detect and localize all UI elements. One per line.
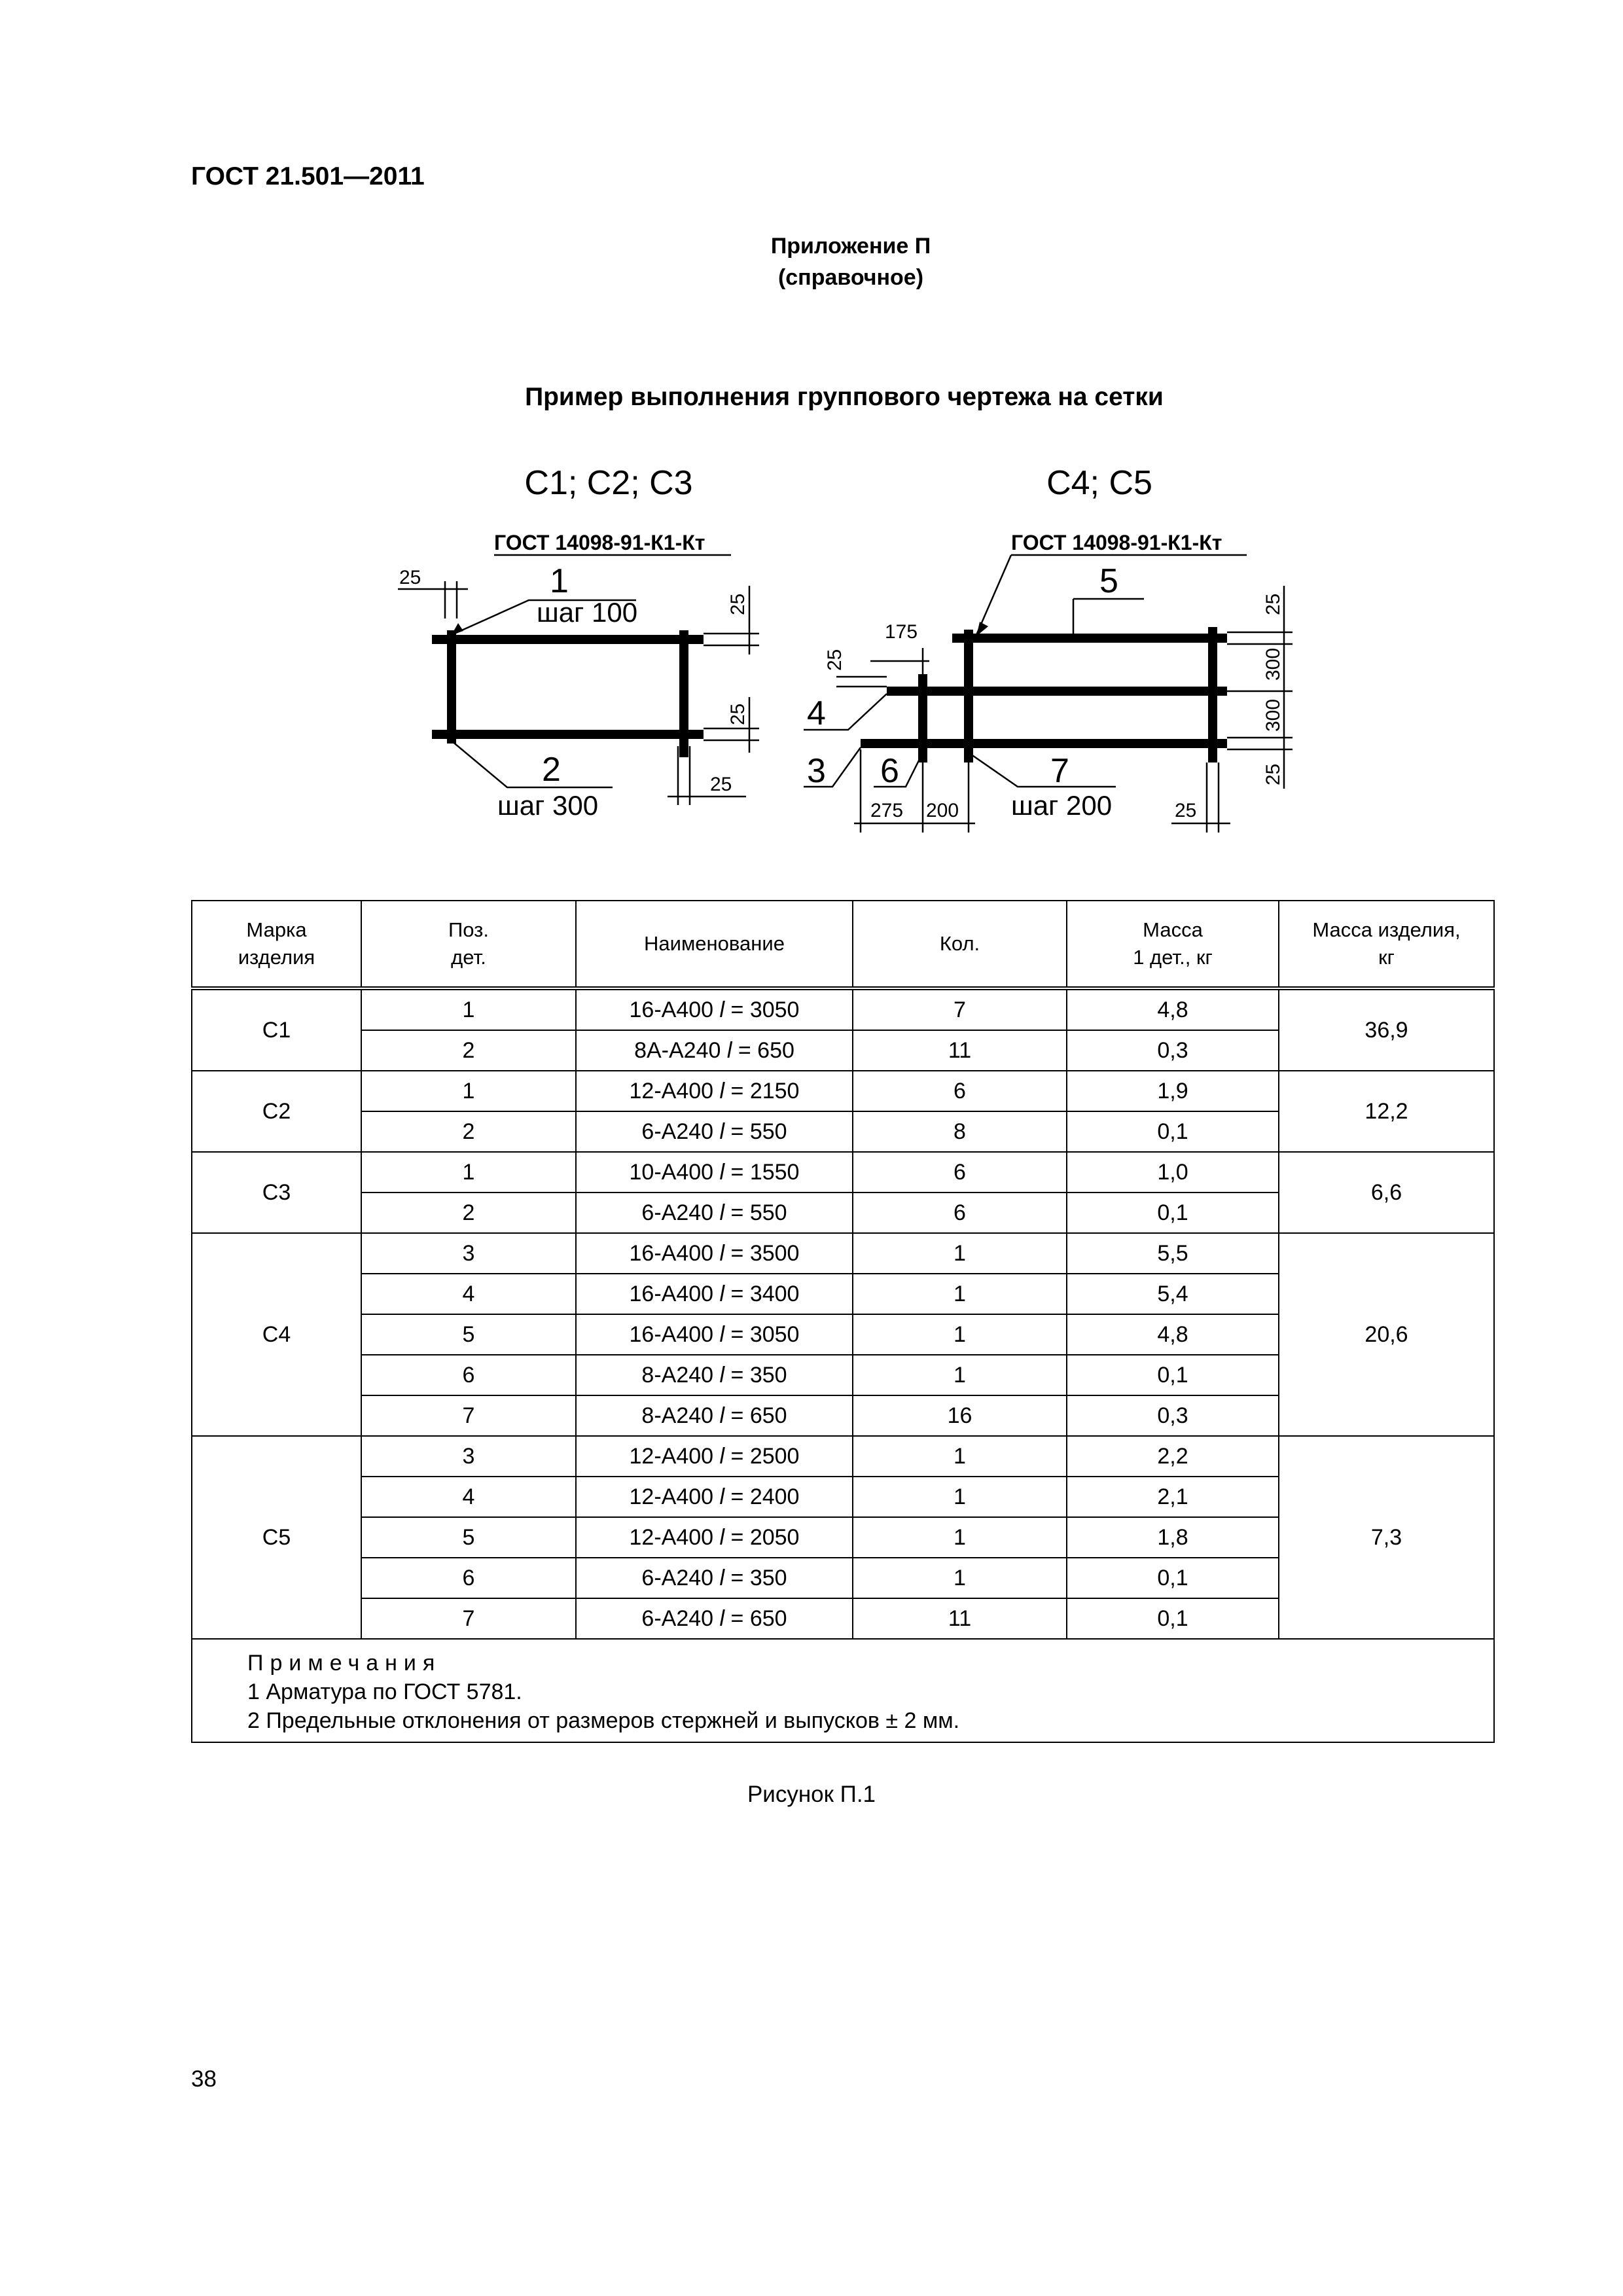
right-pos-6: 6 [880,752,899,790]
cell-name [576,1152,853,1193]
right-dim-25-r2: 25 [1262,763,1284,785]
page-number: 38 [191,2066,217,2092]
cell-name-post: = 3500 [724,1240,800,1266]
length-symbol: l [719,1200,725,1225]
cell-qty: 16 [853,1395,1067,1436]
left-step-2: шаг 300 [497,790,599,821]
cell-name-post: = 2050 [724,1524,800,1550]
cell-mass-one: 0,1 [1067,1558,1279,1598]
left-dim-25-rt: 25 [727,593,749,615]
mesh-drawing [0,0,1623,884]
cell-name-pre: 16-А400 [629,1240,720,1266]
table-row [192,1071,1494,1111]
cell-name-post: = 550 [724,1119,787,1144]
cell-name [576,1436,853,1477]
cell-mass-one: 4,8 [1067,1314,1279,1355]
right-dim-175: 175 [885,621,918,643]
length-symbol: l [719,1240,725,1266]
notes-row [192,1639,1494,1742]
cell-pos: 2 [361,1193,576,1233]
cell-name [576,1395,853,1436]
right-dim-25-r1: 25 [1262,593,1284,615]
appendix-type: (справочное) [777,265,924,290]
right-dim-200: 200 [926,800,959,821]
cell-name-pre: 8А-А240 [634,1037,727,1063]
cell-name-post: = 3400 [724,1281,800,1306]
length-symbol: l [719,1281,725,1306]
length-symbol: l [719,1159,725,1185]
cell-name-post: = 3050 [724,997,800,1022]
cell-name-pre: 6-А240 [641,1200,720,1225]
cell-name-post: = 2400 [724,1484,800,1509]
right-pos-7: 7 [1050,752,1069,790]
cell-name [576,1598,853,1639]
cell-mark: С2 [192,1071,361,1152]
specification-table [191,900,1495,1743]
cell-mass-total: 6,6 [1279,1152,1494,1233]
right-mesh [804,531,1293,833]
cell-qty: 1 [853,1355,1067,1395]
col-header-pos: Поз. дет. [361,901,576,988]
cell-pos: 5 [361,1314,576,1355]
cell-mass-total: 20,6 [1279,1233,1494,1436]
cell-mark: С1 [192,988,361,1071]
figure-title: Пример выполнения группового чертежа на сетки [525,383,1164,411]
cell-qty: 8 [853,1111,1067,1152]
cell-mass-one: 0,1 [1067,1598,1279,1639]
length-symbol: l [719,1362,725,1388]
cell-name [576,1517,853,1558]
right-pos-3: 3 [807,752,826,790]
cell-name [576,1314,853,1355]
right-dim-275: 275 [870,800,904,821]
cell-name-pre: 6-А240 [641,1565,720,1590]
cell-mass-one: 1,9 [1067,1071,1279,1111]
cell-mass-one: 0,3 [1067,1395,1279,1436]
right-dim-25-left: 25 [824,649,846,671]
cell-name-pre: 12-А400 [629,1484,720,1509]
cell-pos: 3 [361,1233,576,1274]
left-step-1: шаг 100 [537,597,638,628]
cell-pos: 6 [361,1355,576,1395]
cell-mass-one: 4,8 [1067,988,1279,1030]
cell-name-post: = 650 [724,1403,787,1428]
cell-qty: 1 [853,1558,1067,1598]
length-symbol: l [719,1119,725,1144]
cell-mass-one: 0,1 [1067,1111,1279,1152]
cell-pos: 7 [361,1598,576,1639]
length-symbol: l [719,1524,725,1550]
cell-pos: 3 [361,1436,576,1477]
cell-mass-one: 0,3 [1067,1030,1279,1071]
cell-name-post: = 550 [724,1200,787,1225]
right-step-7: шаг 200 [1011,790,1113,821]
cell-pos: 1 [361,1071,576,1111]
table-header-row [192,901,1494,988]
right-dim-300-a: 300 [1262,647,1284,681]
cell-name-pre: 12-А400 [629,1524,720,1550]
cell-qty: 1 [853,1274,1067,1314]
cell-mass-one: 5,4 [1067,1274,1279,1314]
left-dim-25-rb: 25 [727,703,749,725]
cell-pos: 7 [361,1395,576,1436]
cell-mass-total: 36,9 [1279,988,1494,1071]
notes-title: Примечания [247,1651,442,1676]
cell-name [576,1558,853,1598]
cell-name [576,1355,853,1395]
cell-qty: 1 [853,1436,1067,1477]
cell-name-pre: 12-А400 [629,1078,720,1103]
length-symbol: l [719,1443,725,1469]
cell-name [576,1071,853,1111]
cell-pos: 6 [361,1558,576,1598]
notes-cell [192,1639,1494,1742]
cell-qty: 6 [853,1071,1067,1111]
cell-pos: 1 [361,988,576,1030]
left-pos-2: 2 [542,751,561,789]
table-row [192,988,1494,1030]
cell-name [576,988,853,1030]
cell-mark: С4 [192,1233,361,1436]
cell-pos: 1 [361,1152,576,1193]
cell-pos: 4 [361,1274,576,1314]
length-symbol: l [719,1605,725,1631]
left-standard-label: ГОСТ 14098-91-К1-Кт [494,531,705,554]
left-drawing-title: С1; С2; С3 [524,464,693,502]
table-body [192,988,1494,1639]
left-dim-25-bottom: 25 [710,774,732,795]
cell-name [576,1193,853,1233]
cell-qty: 7 [853,988,1067,1030]
length-symbol: l [719,1403,725,1428]
cell-qty: 11 [853,1030,1067,1071]
left-pos-1: 1 [550,562,569,600]
col-header-mass-total: Масса изделия, кг [1279,901,1494,988]
cell-qty: 1 [853,1477,1067,1517]
note-1: 1 Арматура по ГОСТ 5781. [247,1679,522,1704]
cell-qty: 11 [853,1598,1067,1639]
cell-name-post: = 350 [724,1565,787,1590]
cell-name-pre: 6-А240 [641,1119,720,1144]
length-symbol: l [726,1037,732,1063]
cell-name-pre: 16-А400 [629,997,720,1022]
right-dim-300-b: 300 [1262,698,1284,732]
cell-mass-one: 1,8 [1067,1517,1279,1558]
cell-mass-one: 5,5 [1067,1233,1279,1274]
col-header-mark: Марка изделия [192,901,361,988]
cell-qty: 1 [853,1314,1067,1355]
cell-name-pre: 6-А240 [641,1605,720,1631]
cell-pos: 2 [361,1030,576,1071]
length-symbol: l [719,1078,725,1103]
cell-name-post: = 3050 [724,1321,800,1347]
cell-mark: С5 [192,1436,361,1639]
table-row [192,1436,1494,1477]
cell-name-pre: 16-А400 [629,1281,720,1306]
note-2: 2 Предельные отклонения от размеров стержней и выпусков ± 2 мм. [247,1708,960,1733]
cell-name-pre: 16-А400 [629,1321,720,1347]
cell-name [576,1477,853,1517]
cell-name-post: = 1550 [724,1159,800,1185]
cell-name [576,1030,853,1071]
length-symbol: l [719,997,725,1022]
cell-mass-total: 12,2 [1279,1071,1494,1152]
cell-mass-one: 1,0 [1067,1152,1279,1193]
length-symbol: l [719,1565,725,1590]
right-dim-25-bottom: 25 [1175,800,1197,821]
cell-name-post: = 2150 [724,1078,800,1103]
cell-mass-total: 7,3 [1279,1436,1494,1639]
figure-caption: Рисунок П.1 [747,1782,876,1807]
length-symbol: l [719,1321,725,1347]
cell-name-pre: 12-А400 [629,1443,720,1469]
right-pos-4: 4 [807,694,826,732]
table-row [192,1152,1494,1193]
cell-name-pre: 8-А240 [641,1403,720,1428]
cell-name [576,1233,853,1274]
cell-name-pre: 10-А400 [629,1159,720,1185]
cell-name [576,1111,853,1152]
cell-mass-one: 0,1 [1067,1355,1279,1395]
cell-name [576,1274,853,1314]
cell-qty: 1 [853,1233,1067,1274]
cell-name-pre: 8-А240 [641,1362,720,1388]
table-row [192,1233,1494,1274]
cell-mass-one: 2,2 [1067,1436,1279,1477]
col-header-name: Наименование [576,901,853,988]
appendix-title: Приложение П [770,234,931,259]
cell-pos: 4 [361,1477,576,1517]
cell-pos: 5 [361,1517,576,1558]
left-mesh [398,531,759,821]
cell-mass-one: 0,1 [1067,1193,1279,1233]
right-drawing-title: С4; С5 [1046,464,1152,502]
cell-qty: 1 [853,1517,1067,1558]
col-header-mass-one: Масса 1 дет., кг [1067,901,1279,988]
cell-mark: С3 [192,1152,361,1233]
right-standard-label: ГОСТ 14098-91-К1-Кт [1011,531,1222,554]
cell-name-post: = 350 [724,1362,787,1388]
length-symbol: l [719,1484,725,1509]
cell-name-post: = 2500 [724,1443,800,1469]
cell-name-post: = 650 [724,1605,787,1631]
cell-name-post: = 650 [732,1037,794,1063]
right-pos-5: 5 [1099,562,1118,600]
cell-mass-one: 2,1 [1067,1477,1279,1517]
document-id: ГОСТ 21.501—2011 [191,162,425,190]
left-dim-25-top: 25 [399,567,421,588]
col-header-qty: Кол. [853,901,1067,988]
cell-qty: 6 [853,1152,1067,1193]
cell-pos: 2 [361,1111,576,1152]
cell-qty: 6 [853,1193,1067,1233]
